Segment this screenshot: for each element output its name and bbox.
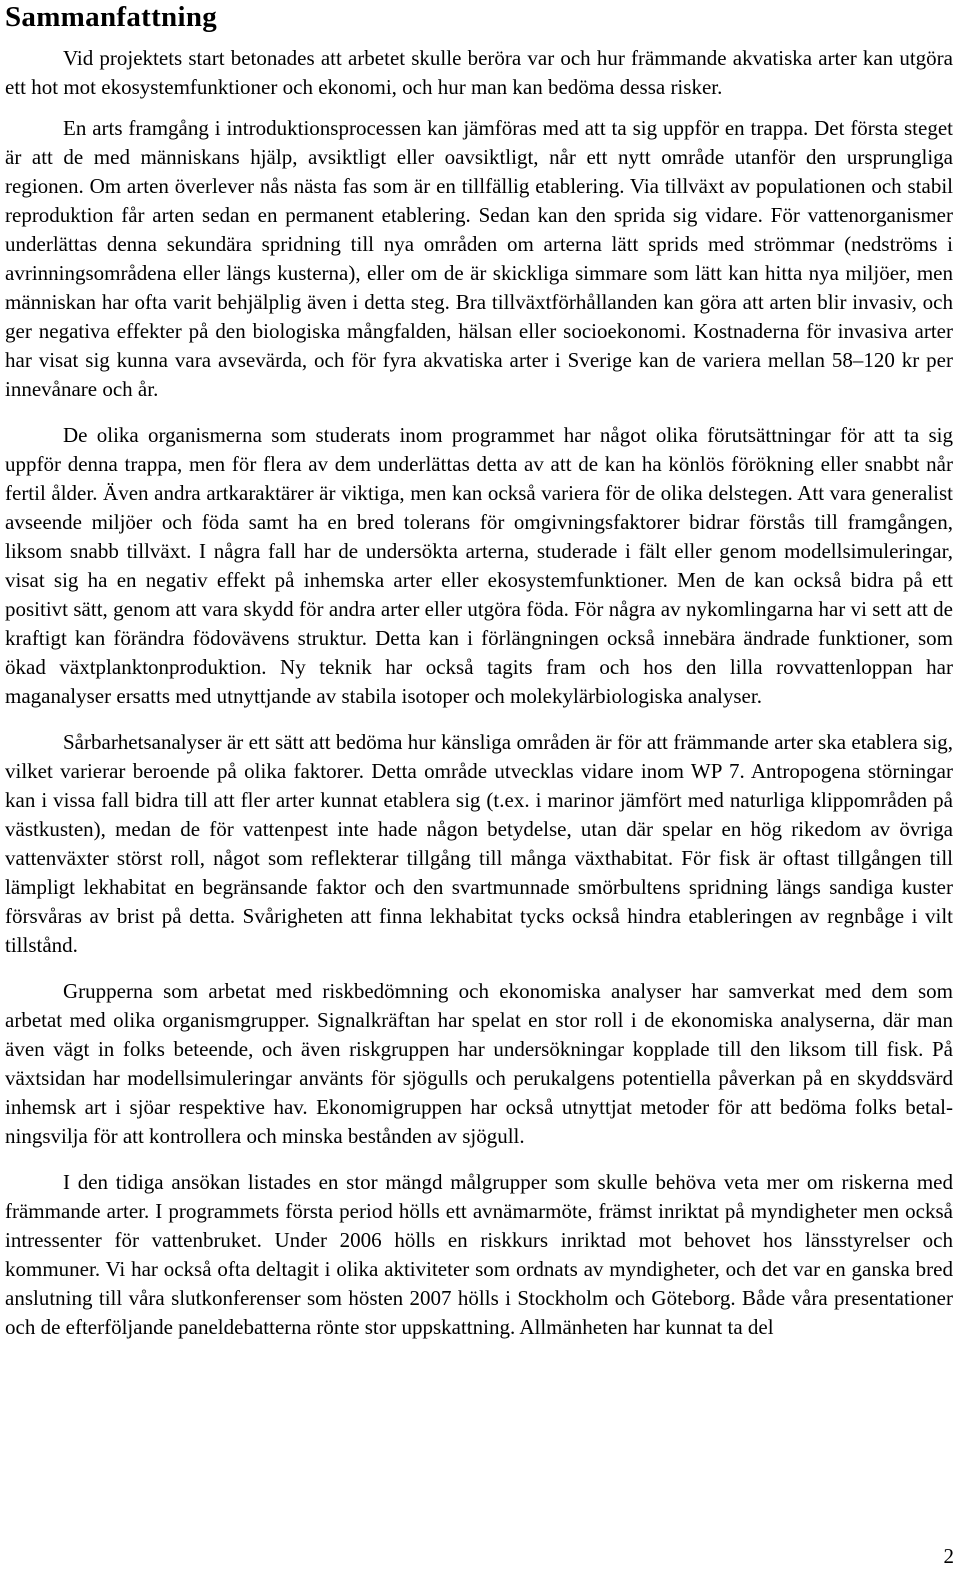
paragraph-organisms: De olika organismerna som studerats inom programmet har något olika förutsättningar för att ta sig uppför denna trappa, men för flera av dem underlättas detta av att de kan ha könlös förökning eller snabbt når fertil ålder. Även andra artkaraktärer är viktiga, men kan också variera för de olika delstegen. Att vara generalist avseende miljöer och föda samt ha en bred tolerans för omgivningsfaktorer bidrar förstås till framgången, liksom snabb tillväxt. I några fall har de undersökta arterna, studerade i fält eller genom modellsimuleringar, visat sig ha en negativ effekt på inhemska arter eller ekosystemfunktioner. Men de kan också bidra på ett positivt sätt, genom att vara skydd för andra arter eller utgöra föda. För några av nykomlingarna har vi sett att de kraftigt kan förändra födovävens struktur. Detta kan i förlängningen också innebära ändrade funktioner, som ökad växtplanktonproduktion. Ny teknik har också tagits fram och hos den lilla rovvattenloppan har maganalyser ersatts med utnyttjande av stabila isotoper och molekylärbiologiska analyser.: [5, 423, 953, 708]
paragraph-target-groups: I den tidiga ansökan listades en stor mängd målgrupper som skulle behöva veta mer om riskerna med främmande arter. I programmets första period hölls ett avnämarmöte, främst inriktat på myndigheter men också intressenter för vattenbruket. Under 2006 hölls en riskkurs inriktad mot behovet hos länsstyrelser och kommuner. Vi har också ofta deltagit i olika aktiviteter som ordnats av myndigheter, och det var en ganska bred anslutning till våra slutkonferenser som hösten 2007 hölls i Stockholm och Göteborg. Både våra presentationer och de efterföljande paneldebatterna rönte stor uppskattning. Allmänheten har kunnat ta del: [5, 1170, 953, 1339]
body-text: [5, 44, 953, 1342]
paragraph-risk-economics: Grupperna som arbetat med riskbedömning och ekonomiska analyser har samverkat med dem som arbetat med olika organismgrupper. Signalkräftan har spelat en stor roll i de ekonomiska analyserna, där man även vägt in folks beteende, och även riskgruppen har undersökningar kopplade till den liksom till fisk. På växtsidan har modellsimuleringar använts för sjögulls och perukalgens potentiella påverkan på en skyddsvärd inhemsk art i sjöar respektive hav. Ekonomigruppen har också utnyttjat metoder för att bedöma folks betalningsvilja för att kontrollera och minska bestånden av sjögull.: [5, 979, 953, 1148]
document-page: [5, 0, 953, 1342]
paragraph-introduction-process: En arts framgång i introduktionsprocessen kan jämföras med att ta sig uppför en trappa. Det första steget är att de med människans hjälp, avsiktligt eller oavsiktligt, når ett nytt område utanför den ursprungliga regionen. Om arten överlever nås nästa fas som är en tillfällig etablering. Via tillväxt av populationen och stabil reproduktion får arten sedan en permanent etablering. Sedan kan den sprida sig vidare. För vattenorganismer underlättas denna sekundära spridning till nya områden om arterna lätt sprids med strömmar (nedströms i avrinningsområdena eller längs kusterna), eller om de är skickliga simmare som lätt kan hitta nya miljöer, men människan har ofta varit behjälplig även i detta steg. Bra tillväxtförhållanden kan göra att arten blir invasiv, och ger negativa effekter på den biologiska mångfalden, hälsan eller socioekonomi. Kostnaderna för invasiva arter har visat sig kunna vara avsevärda, och för fyra akvatiska arter i Sverige kan de variera mellan 58–120 kr per innevånare och år.: [5, 116, 953, 401]
section-heading: Sammanfattning: [5, 1, 218, 33]
paragraph-intro: Vid projektets start betonades att arbetet skulle beröra var och hur främmande akvatiska arter kan utgöra ett hot mot ekosystemfunktioner och ekonomi, och hur man kan bedöma dessa risker.: [5, 46, 953, 99]
paragraph-vulnerability: Sårbarhetsanalyser är ett sätt att bedöma hur känsliga områden är för att främmande arter ska etablera sig, vilket varierar beroende på olika faktorer. Detta område utvecklas vidare inom WP 7. Antropogena störningar kan i vissa fall bidra till att fler arter kunnat etablera sig (t.ex. i marinor jämfört med naturliga klippområden på västkusten), medan de för vattenpest inte hade någon betydelse, utan där spelar en hög rikedom av övriga vattenväxter störst roll, något som reflekterar tillgång till många växthabitat. För fisk är oftast tillgången till lämpligt lekhabitat en begränsande faktor och den svartmunnade smörbultens spridning längs sandiga kuster försvåras av brist på detta. Svårigheten att finna lekhabitat tycks också hindra etableringen av regnbåge i vilt tillstånd.: [5, 730, 953, 957]
page-number: 2: [943, 1544, 954, 1568]
